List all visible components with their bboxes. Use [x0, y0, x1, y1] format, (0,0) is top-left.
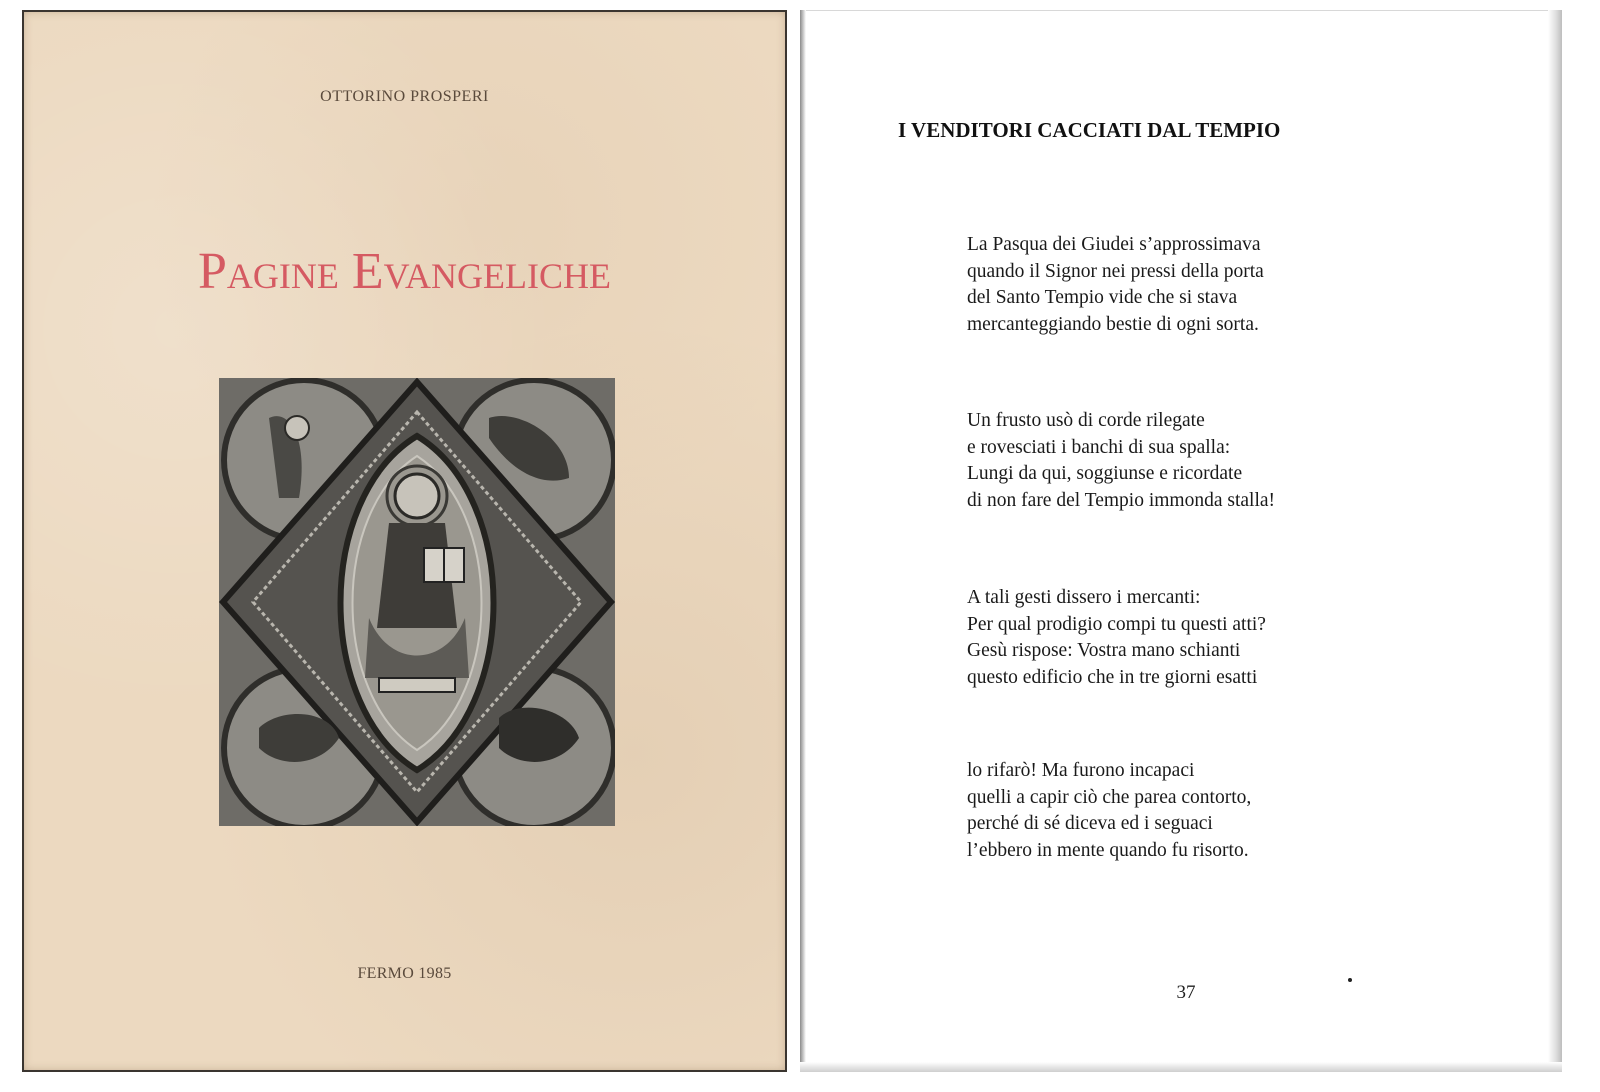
verse-line: questo edificio che in tre giorni esatti [967, 666, 1258, 688]
verse-line: lo rifarò! Ma furono incapaci [967, 760, 1195, 781]
cover-illustration [219, 378, 615, 826]
page-bottom-shadow [800, 1062, 1562, 1072]
stanza-4 [967, 758, 1251, 864]
verse-line: di non fare del Tempio immonda stalla! [967, 489, 1276, 511]
book-cover [22, 10, 787, 1072]
verse-line: Un frusto usò di corde rilegate [967, 410, 1205, 431]
cover-author: OTTORINO PROSPERI [320, 88, 489, 105]
christ-in-majesty-image [219, 378, 615, 826]
verse-line: e rovesciati i banchi di sua spalla: [967, 436, 1231, 458]
page-number: 37 [1176, 982, 1196, 1003]
verse-line: A tali gesti dissero i mercanti: [967, 587, 1201, 608]
verse-line: quelli a capir ciò che parea contorto, [967, 786, 1252, 808]
verse-line: l’ebbero in mente quando fu risorto. [967, 839, 1249, 861]
poem-title: I VENDITORI CACCIATI DAL TEMPIO [898, 118, 1281, 142]
stanza-2 [967, 408, 1275, 514]
page-gutter-shadow [800, 10, 806, 1072]
verse-line: perché di sé diceva ed i seguaci [967, 813, 1213, 834]
stanza-1 [967, 232, 1264, 338]
print-speck [1348, 978, 1352, 982]
verse-line: Lungi da qui, soggiunse e ricordate [967, 463, 1243, 484]
verse-line: Per qual prodigio compi tu questi atti? [967, 613, 1266, 635]
stanza-3 [967, 585, 1266, 691]
verse-line: del Santo Tempio vide che si stava [967, 287, 1238, 308]
verse-line: mercanteggiando bestie di ogni sorta. [967, 313, 1259, 335]
book-page [800, 10, 1562, 1072]
verse-line: La Pasqua dei Giudei s’approssimava [967, 234, 1261, 255]
verse-line: quando il Signor nei pressi della porta [967, 260, 1264, 282]
cover-imprint: FERMO 1985 [357, 965, 452, 982]
cover-title: Pagine Evangeliche [198, 243, 611, 300]
verse-line: Gesù rispose: Vostra mano schianti [967, 640, 1241, 661]
page-edge-shadow [1548, 10, 1562, 1072]
